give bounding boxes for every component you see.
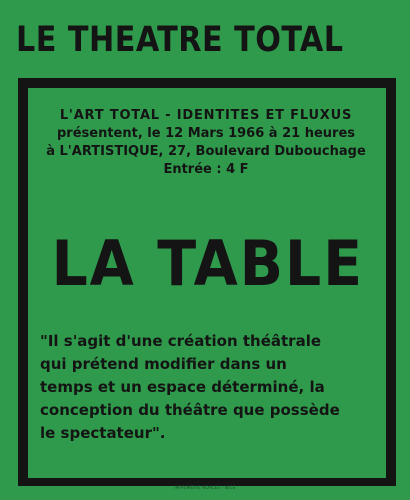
- poster-title: LE THEATRE TOTAL: [16, 20, 344, 60]
- organizer-line: L'ART TOTAL - IDENTITES ET FLUXUS: [59, 108, 353, 123]
- quote-line: qui prétend modifier dans un: [40, 355, 287, 373]
- play-title: LA TABLE: [51, 227, 364, 300]
- quote-line: temps et un espace déterminé, la: [40, 378, 325, 396]
- venue-line: à L'ARTISTIQUE, 27, Boulevard Dubouchage: [46, 144, 366, 159]
- printer-credit: IMPRIMERIE NOALES · NICE: [174, 485, 236, 490]
- quote-line: "Il s'agit d'une création théâtrale: [40, 332, 322, 350]
- quote-line: conception du théâtre que possède: [40, 401, 340, 419]
- quote-block: [40, 330, 376, 445]
- event-details: [38, 107, 374, 179]
- admission-line: Entrée : 4 F: [163, 162, 249, 177]
- quote-line: le spectateur".: [40, 424, 166, 442]
- date-line: présentent, le 12 Mars 1966 à 21 heures: [56, 126, 356, 141]
